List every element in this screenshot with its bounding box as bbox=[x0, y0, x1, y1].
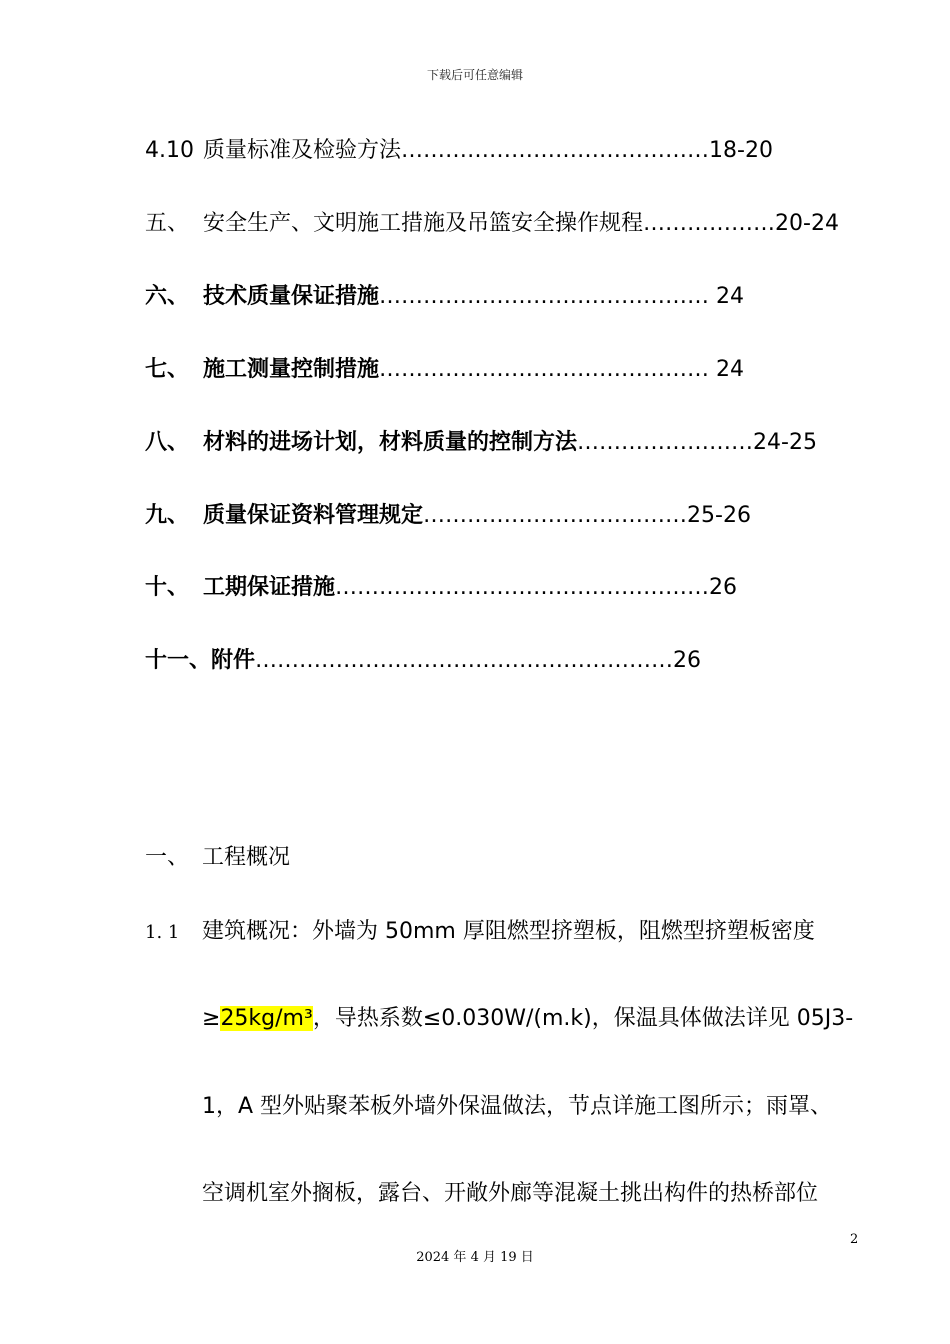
footer-date: 2024 年 4 月 19 日 bbox=[416, 1250, 534, 1265]
toc-page-range: 20-24 bbox=[775, 211, 839, 236]
toc-item-4-10[interactable] bbox=[145, 136, 773, 166]
toc-item-6[interactable] bbox=[145, 282, 744, 312]
toc-item-number: 六、 bbox=[145, 284, 190, 309]
paragraph-line-1: 建筑概况：外墙为 50mm 厚阻燃型挤塑板，阻燃型挤塑板密度 bbox=[202, 919, 815, 944]
toc-leader-dots: …………………………………………… bbox=[335, 575, 710, 600]
page-number: 2 bbox=[850, 1232, 859, 1247]
toc-item-title: 材料的进场计划，材料质量的控制方法 bbox=[203, 430, 578, 455]
toc-page-range: 26 bbox=[709, 575, 738, 600]
paragraph-line-2 bbox=[202, 1004, 853, 1034]
paragraph-line-4: 空调机室外搁板，露台、开敞外廊等混凝土挑出构件的热桥部位 bbox=[202, 1181, 819, 1206]
toc-item-5[interactable] bbox=[145, 209, 839, 239]
toc-leader-dots: ………………………………………………… bbox=[255, 648, 674, 673]
section-heading bbox=[145, 843, 290, 873]
paragraph-text: ≥ bbox=[202, 1006, 221, 1031]
toc-page-range: 24-25 bbox=[753, 430, 817, 455]
toc-leader-dots: ……………………………………… bbox=[379, 357, 710, 382]
toc-page-range: 26 bbox=[673, 648, 702, 673]
toc-item-number: 五、 bbox=[145, 211, 190, 236]
toc-page-range: 18-20 bbox=[709, 138, 773, 163]
toc-leader-dots: ……………… bbox=[643, 211, 776, 236]
toc-leader-dots: …………………… bbox=[577, 430, 754, 455]
toc-page-range: 24 bbox=[709, 357, 745, 382]
toc-item-number: 七、 bbox=[145, 357, 190, 382]
toc-item-number: 4.10 bbox=[145, 138, 194, 163]
section-number: 一、 bbox=[145, 845, 190, 870]
section-title: 工程概况 bbox=[202, 845, 291, 870]
toc-item-10[interactable] bbox=[145, 573, 737, 603]
toc-item-title: 附件 bbox=[211, 648, 256, 673]
toc-page-range: 25-26 bbox=[687, 503, 751, 528]
toc-item-8[interactable] bbox=[145, 428, 817, 458]
toc-item-number: 十、 bbox=[145, 575, 190, 600]
paragraph-number: 1. 1 bbox=[145, 922, 180, 943]
toc-item-title: 工期保证措施 bbox=[203, 575, 336, 600]
paragraph-text: ，导热系数≤0.030W/(m.k)，保温具体做法详见 05J3- bbox=[312, 1006, 854, 1031]
paragraph-line-3: 1，A 型外贴聚苯板外墙外保温做法，节点详施工图所示；雨罩、 bbox=[202, 1094, 833, 1119]
toc-item-title: 技术质量保证措施 bbox=[203, 284, 380, 309]
toc-leader-dots: …………………………………… bbox=[401, 138, 710, 163]
toc-item-7[interactable] bbox=[145, 355, 744, 385]
toc-leader-dots: ……………………………… bbox=[423, 503, 688, 528]
toc-page-range: 24 bbox=[709, 284, 745, 309]
toc-item-9[interactable] bbox=[145, 501, 751, 531]
toc-item-number: 十一、 bbox=[145, 648, 212, 673]
toc-item-number: 八、 bbox=[145, 430, 190, 455]
header-note: 下载后可任意编辑 bbox=[426, 68, 523, 82]
toc-item-number: 九、 bbox=[145, 503, 190, 528]
highlighted-density-value: 25kg/m³ bbox=[220, 1006, 313, 1031]
toc-item-title: 质量保证资料管理规定 bbox=[203, 503, 424, 528]
toc-item-11[interactable] bbox=[145, 646, 701, 676]
toc-item-title: 质量标准及检验方法 bbox=[203, 138, 402, 163]
toc-item-title: 施工测量控制措施 bbox=[203, 357, 380, 382]
toc-leader-dots: ……………………………………… bbox=[379, 284, 710, 309]
toc-item-title: 安全生产、文明施工措施及吊篮安全操作规程 bbox=[203, 211, 644, 236]
